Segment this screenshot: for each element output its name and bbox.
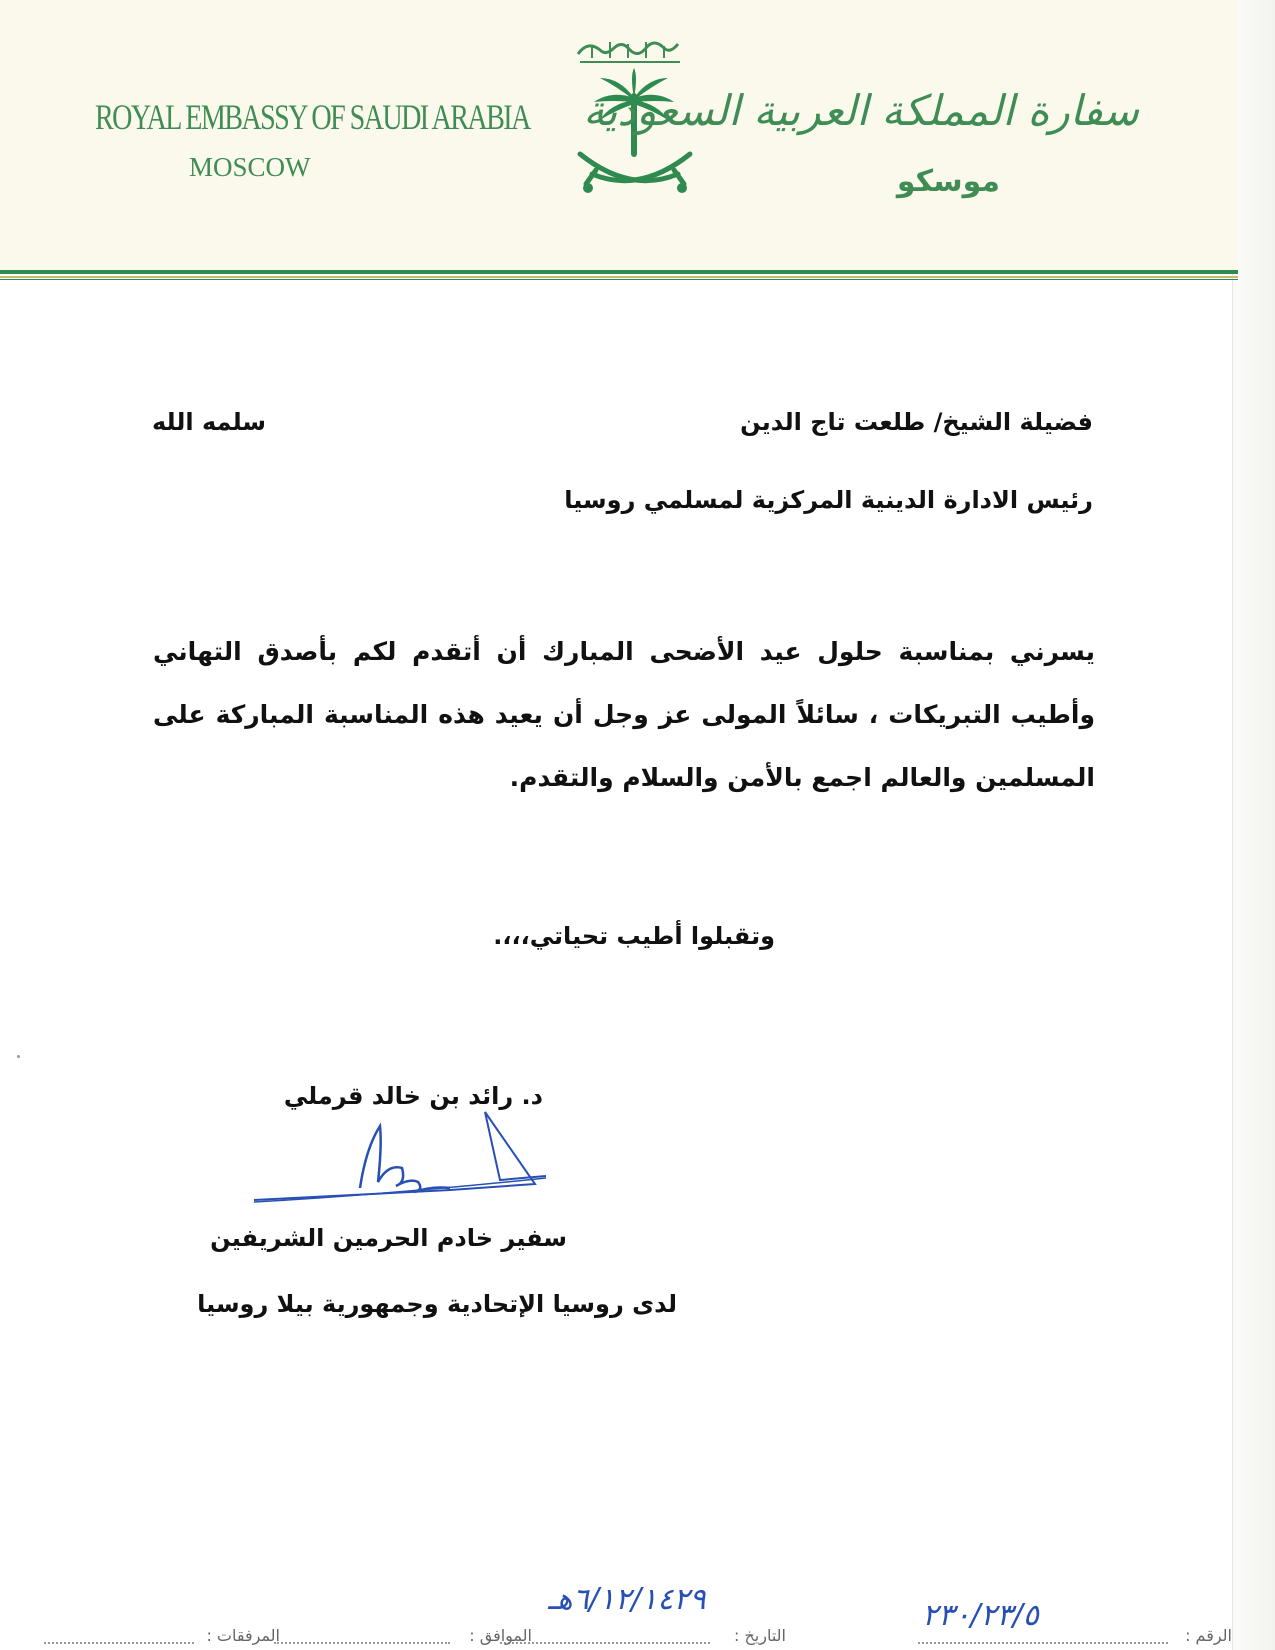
scan-speck — [17, 1055, 20, 1058]
embassy-name-en: ROYAL EMBASSY OF SAUDI ARABIA — [95, 97, 530, 137]
date-label: التاريخ : — [733, 1626, 786, 1645]
letterhead — [0, 0, 1238, 272]
addressee-blessing: سلمه الله — [152, 408, 266, 436]
signer-name: د. رائد بن خالد قرملي — [283, 1082, 543, 1110]
city-ar: موسكو — [896, 164, 1000, 199]
number-field — [918, 1642, 1168, 1644]
closing-line: وتقبلوا أطيب تحياتي،،،. — [493, 922, 775, 950]
number-label: الرقم : — [1185, 1626, 1232, 1645]
header-rule-gold — [0, 276, 1238, 278]
corresponding-label: الموافق : — [469, 1626, 532, 1645]
attachments-field — [44, 1642, 194, 1644]
signer-post: لدى روسيا الإتحادية وجمهورية بيلا روسيا — [197, 1290, 677, 1318]
reference-footer — [40, 1620, 1240, 1650]
letter-body: يسرني بمناسبة حلول عيد الأضحى المبارك أن أتقدم لكم بأصدق التهاني وأطيب التبريكات ، سائلاً المولى عز وجل أن يعيد هذه المناسبة المباركة على المسلمين والعالم اجمع بالأمن والسلام والتقدم. — [153, 637, 1095, 792]
header-rule — [0, 270, 1238, 274]
city-en: MOSCOW — [189, 152, 311, 182]
signature-icon — [250, 1110, 570, 1220]
signer-title: سفير خادم الحرمين الشريفين — [210, 1224, 567, 1252]
header-rule-thin — [0, 279, 1238, 280]
addressee-name: فضيلة الشيخ/ طلعت تاج الدين — [740, 408, 1093, 436]
corresponding-field — [274, 1642, 450, 1644]
handwritten-date: ٦/١٢/١٤٢٩هـ — [548, 1582, 706, 1617]
page-edge — [1232, 0, 1275, 1650]
attachments-label: المرفقات : — [206, 1626, 280, 1645]
handwritten-number: ٢٣٠/٢٣/٥ — [922, 1598, 1039, 1633]
embassy-name-ar: سفارة المملكة العربية السعودية — [583, 86, 1139, 135]
addressee-title: رئيس الادارة الدينية المركزية لمسلمي روسيا — [564, 486, 1093, 514]
